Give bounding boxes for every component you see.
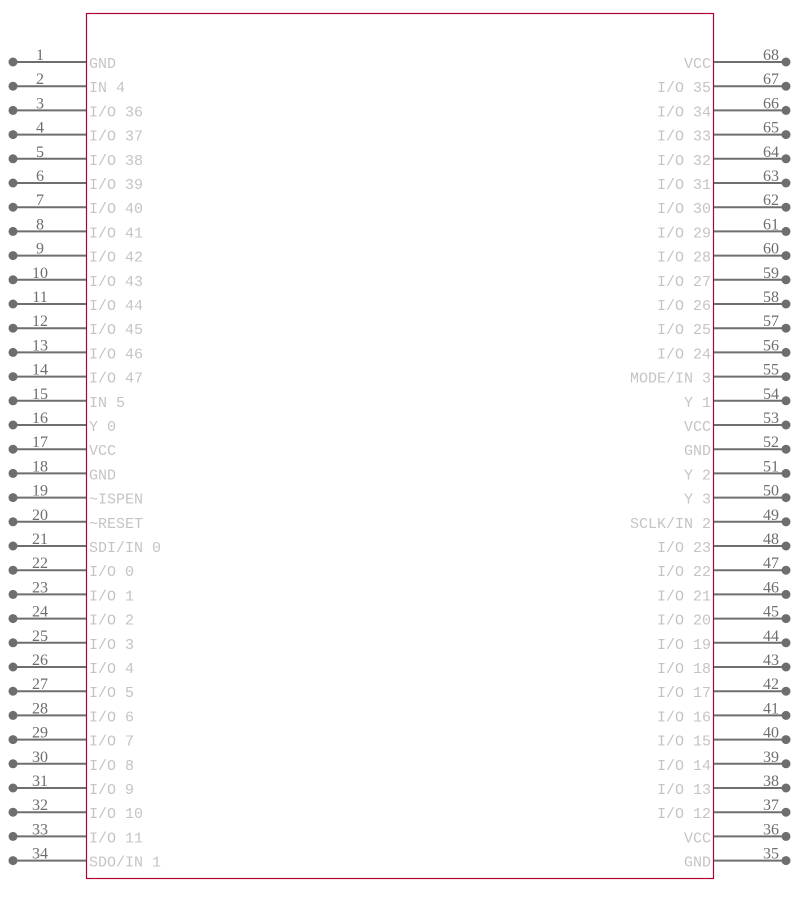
pin-name-label: I/O 39: [89, 177, 144, 194]
pin-terminal-dot: [9, 469, 18, 478]
pin-22: [9, 555, 135, 581]
pin-name-label: Y 2: [683, 467, 711, 485]
pin-terminal-dot: [9, 759, 18, 768]
pin-terminal-dot: [9, 784, 18, 793]
pin-terminal-dot: [782, 445, 791, 454]
pin-name-label: GND: [683, 443, 711, 461]
pin-terminal-dot: [9, 372, 18, 381]
pin-39: [657, 749, 791, 775]
pin-number: 3: [36, 95, 44, 113]
pin-name-label: I/O 38: [89, 152, 144, 170]
pin-18: [9, 458, 117, 484]
pin-49: [630, 507, 791, 533]
pin-60: [657, 241, 791, 267]
pin-number: 65: [763, 119, 779, 137]
pin-terminal-dot: [9, 445, 18, 454]
pin-name-label: I/O 11: [89, 830, 144, 848]
pin-number: 61: [763, 216, 779, 234]
pin-number: 23: [32, 579, 48, 597]
pin-name-label: I/O 34: [656, 104, 711, 122]
pin-name-label: SDO/IN 1: [89, 854, 162, 872]
pin-terminal-dot: [782, 275, 791, 284]
pin-terminal-dot: [782, 300, 791, 309]
pin-name-label: I/O 3: [89, 636, 135, 654]
pin-name-label: VCC: [683, 419, 711, 436]
pin-number: 4: [36, 119, 44, 137]
pin-number: 58: [763, 289, 779, 306]
pin-name-label: I/O 41: [89, 225, 144, 243]
pin-name-label: I/O 46: [89, 346, 144, 364]
pin-25: [9, 628, 135, 654]
pin-24: [9, 604, 135, 630]
pin-name-label: I/O 26: [656, 298, 711, 315]
pin-terminal-dot: [782, 566, 791, 575]
pin-32: [9, 797, 144, 823]
pin-terminal-dot: [782, 82, 791, 91]
pin-number: 62: [763, 192, 779, 210]
pin-name-label: I/O 17: [656, 685, 711, 703]
pin-number: 53: [763, 410, 779, 427]
pin-65: [657, 120, 791, 146]
pin-number: 9: [36, 240, 44, 258]
pin-number: 14: [32, 361, 48, 379]
pin-29: [9, 725, 135, 751]
pin-68: [684, 47, 791, 73]
pin-terminal-dot: [782, 179, 791, 188]
pin-number: 25: [32, 627, 48, 645]
pin-66: [657, 95, 791, 121]
pin-name-label: ~ISPEN: [89, 491, 144, 509]
pin-terminal-dot: [782, 324, 791, 333]
pin-5: [9, 144, 144, 170]
pin-number: 1: [36, 47, 44, 64]
pin-62: [657, 192, 791, 218]
pin-number: 17: [32, 434, 48, 452]
pin-name-label: I/O 42: [89, 249, 144, 267]
pin-name-label: I/O 37: [89, 128, 144, 146]
pin-name-label: IN 5: [89, 394, 126, 412]
pin-name-label: I/O 30: [656, 201, 711, 219]
pin-terminal-dot: [782, 154, 791, 163]
pin-terminal-dot: [9, 735, 18, 744]
pin-54: [684, 386, 791, 412]
pin-terminal-dot: [782, 517, 791, 526]
pin-terminal-dot: [782, 711, 791, 720]
pin-name-label: GND: [89, 467, 117, 485]
pin-name-label: Y 0: [89, 419, 117, 436]
pin-name-label: GND: [89, 56, 117, 73]
pin-67: [657, 71, 791, 97]
pin-name-label: ~RESET: [89, 515, 144, 533]
pin-number: 56: [763, 337, 779, 355]
pin-number: 43: [763, 652, 779, 669]
pin-number: 59: [763, 264, 779, 282]
pin-27: [9, 676, 135, 702]
pin-58: [657, 289, 791, 315]
pin-terminal-dot: [782, 348, 791, 357]
pin-number: 66: [763, 95, 779, 113]
pin-number: 60: [763, 240, 779, 258]
pin-terminal-dot: [782, 759, 791, 768]
pin-name-label: I/O 6: [89, 709, 135, 727]
pin-number: 34: [32, 845, 48, 863]
pin-35: [684, 846, 791, 872]
pin-64: [657, 144, 791, 170]
pin-number: 42: [763, 676, 779, 694]
right-pin-group: [630, 47, 791, 872]
pin-name-label: I/O 27: [656, 273, 711, 291]
pin-name-label: I/O 28: [656, 249, 711, 267]
pin-terminal-dot: [782, 372, 791, 381]
pin-terminal-dot: [9, 566, 18, 575]
pin-terminal-dot: [9, 82, 18, 91]
pin-name-label: I/O 7: [89, 733, 135, 751]
pin-number: 50: [763, 482, 779, 500]
pin-1: [9, 47, 117, 73]
pin-name-label: I/O 25: [656, 322, 711, 340]
pin-terminal-dot: [9, 154, 18, 163]
pin-name-label: I/O 45: [89, 322, 144, 340]
pin-number: 51: [763, 458, 779, 476]
pin-number: 19: [32, 482, 48, 500]
pin-terminal-dot: [9, 517, 18, 526]
pin-number: 36: [763, 821, 779, 839]
pin-number: 15: [32, 385, 48, 403]
pin-name-label: GND: [683, 854, 711, 872]
pin-terminal-dot: [9, 832, 18, 841]
pin-number: 37: [763, 797, 779, 815]
pin-number: 52: [763, 434, 779, 452]
pin-37: [657, 797, 791, 823]
pin-number: 33: [32, 821, 48, 839]
pin-number: 63: [763, 168, 779, 185]
pin-38: [657, 773, 791, 799]
pin-terminal-dot: [782, 58, 791, 67]
pin-terminal-dot: [9, 687, 18, 696]
pin-name-label: I/O 32: [656, 152, 711, 170]
pin-number: 2: [36, 71, 44, 89]
pin-61: [657, 216, 791, 242]
pin-number: 45: [763, 603, 779, 621]
pin-number: 28: [32, 700, 48, 718]
pin-7: [9, 192, 144, 218]
pin-43: [657, 652, 791, 678]
pin-terminal-dot: [782, 735, 791, 744]
pin-21: [9, 531, 162, 557]
pin-44: [657, 628, 791, 654]
pin-terminal-dot: [9, 251, 18, 260]
pin-41: [657, 700, 791, 726]
pin-name-label: I/O 22: [656, 564, 711, 582]
pin-terminal-dot: [782, 590, 791, 599]
pin-terminal-dot: [782, 130, 791, 139]
pin-28: [9, 700, 135, 726]
pin-number: 24: [32, 603, 48, 621]
pin-number: 46: [763, 579, 779, 597]
left-pin-group: [9, 47, 162, 872]
pin-terminal-dot: [782, 663, 791, 672]
pin-12: [9, 313, 144, 339]
pin-63: [657, 168, 791, 194]
pin-number: 41: [763, 700, 779, 718]
pin-number: 21: [32, 531, 48, 548]
pin-48: [657, 531, 791, 557]
pin-17: [9, 434, 117, 460]
pin-number: 54: [763, 385, 779, 403]
pin-terminal-dot: [782, 227, 791, 236]
pin-name-label: I/O 40: [89, 201, 144, 219]
pin-name-label: I/O 36: [89, 104, 144, 122]
pin-9: [9, 241, 144, 267]
pin-number: 31: [32, 773, 48, 790]
pin-number: 10: [32, 264, 48, 282]
pin-name-label: I/O 44: [89, 298, 144, 315]
pin-16: [9, 410, 117, 436]
pin-name-label: SCLK/IN 2: [629, 515, 711, 533]
pin-number: 35: [763, 845, 779, 863]
pin-terminal-dot: [9, 348, 18, 357]
pin-number: 48: [763, 531, 779, 548]
pin-terminal-dot: [782, 638, 791, 647]
pin-terminal-dot: [9, 130, 18, 139]
pin-name-label: I/O 5: [89, 685, 135, 703]
pin-name-label: I/O 12: [656, 806, 711, 824]
pin-terminal-dot: [9, 203, 18, 212]
pin-terminal-dot: [9, 711, 18, 720]
pin-terminal-dot: [782, 251, 791, 260]
pin-number: 12: [32, 313, 48, 331]
pin-20: [9, 507, 144, 533]
pin-name-label: VCC: [683, 830, 711, 848]
pin-52: [684, 434, 791, 460]
pin-name-label: I/O 4: [89, 661, 135, 678]
pin-19: [9, 483, 144, 509]
ic-body-outline: [87, 14, 714, 879]
pin-terminal-dot: [782, 203, 791, 212]
pin-number: 16: [32, 410, 48, 427]
pin-30: [9, 749, 135, 775]
pin-23: [9, 579, 135, 605]
pin-name-label: Y 3: [683, 491, 711, 509]
pin-number: 47: [763, 555, 779, 573]
pin-number: 38: [763, 773, 779, 790]
pin-terminal-dot: [9, 808, 18, 817]
pin-terminal-dot: [9, 638, 18, 647]
pin-number: 8: [36, 216, 44, 234]
pin-name-label: I/O 9: [89, 782, 135, 799]
pin-number: 20: [32, 506, 48, 524]
pin-53: [684, 410, 791, 436]
pin-59: [657, 265, 791, 291]
pin-terminal-dot: [9, 614, 18, 623]
pin-terminal-dot: [9, 856, 18, 865]
pin-number: 67: [763, 71, 779, 89]
pin-name-label: I/O 1: [89, 588, 135, 606]
pin-terminal-dot: [9, 324, 18, 333]
pin-number: 49: [763, 506, 779, 524]
pin-terminal-dot: [9, 227, 18, 236]
pin-name-label: I/O 35: [656, 80, 711, 98]
pin-33: [9, 821, 144, 847]
pin-number: 22: [32, 555, 48, 573]
pin-name-label: I/O 8: [89, 757, 135, 775]
pin-terminal-dot: [782, 687, 791, 696]
pin-terminal-dot: [782, 832, 791, 841]
pin-terminal-dot: [782, 856, 791, 865]
pin-name-label: I/O 31: [656, 177, 711, 194]
pin-31: [9, 773, 135, 799]
pin-terminal-dot: [9, 58, 18, 67]
pin-number: 32: [32, 797, 48, 815]
pin-55: [630, 362, 791, 388]
pin-name-label: MODE/IN 3: [629, 370, 711, 388]
pin-terminal-dot: [9, 663, 18, 672]
pin-name-label: I/O 14: [656, 757, 711, 775]
pin-45: [657, 604, 791, 630]
pin-50: [684, 483, 791, 509]
pin-terminal-dot: [782, 808, 791, 817]
pin-40: [657, 725, 791, 751]
pin-name-label: I/O 16: [656, 709, 711, 727]
pin-number: 64: [763, 143, 779, 161]
pin-number: 7: [36, 192, 44, 210]
pin-terminal-dot: [9, 421, 18, 430]
pin-number: 26: [32, 652, 48, 669]
pin-terminal-dot: [9, 542, 18, 551]
pin-number: 39: [763, 748, 779, 766]
pin-terminal-dot: [9, 106, 18, 115]
pin-number: 30: [32, 748, 48, 766]
pin-terminal-dot: [9, 396, 18, 405]
pin-name-label: IN 4: [89, 80, 126, 98]
pin-terminal-dot: [782, 106, 791, 115]
pin-name-label: I/O 13: [656, 782, 711, 799]
pin-8: [9, 216, 144, 242]
pin-2: [9, 71, 126, 97]
pin-number: 27: [32, 676, 48, 694]
pin-name-label: I/O 29: [656, 225, 711, 243]
pin-36: [684, 821, 791, 847]
pin-56: [657, 337, 791, 363]
pin-11: [9, 289, 144, 315]
pin-name-label: Y 1: [683, 394, 711, 412]
pin-terminal-dot: [9, 275, 18, 284]
pin-name-label: I/O 43: [89, 273, 144, 291]
pin-terminal-dot: [782, 469, 791, 478]
pin-terminal-dot: [782, 396, 791, 405]
pin-name-label: I/O 19: [656, 636, 711, 654]
pin-terminal-dot: [782, 784, 791, 793]
pin-name-label: I/O 18: [656, 661, 711, 678]
pin-number: 57: [763, 313, 779, 331]
pin-terminal-dot: [9, 179, 18, 188]
pin-34: [9, 846, 162, 872]
pin-name-label: I/O 15: [656, 733, 711, 751]
pin-46: [657, 579, 791, 605]
pin-name-label: I/O 10: [89, 806, 144, 824]
pin-number: 5: [36, 143, 44, 161]
pin-terminal-dot: [782, 493, 791, 502]
pin-number: 55: [763, 361, 779, 379]
pin-57: [657, 313, 791, 339]
pin-name-label: VCC: [89, 443, 117, 461]
pin-terminal-dot: [782, 421, 791, 430]
pin-name-label: VCC: [683, 56, 711, 73]
pin-number: 13: [32, 337, 48, 355]
pin-terminal-dot: [9, 590, 18, 599]
pin-4: [9, 120, 144, 146]
pin-name-label: I/O 20: [656, 612, 711, 630]
pin-number: 11: [32, 289, 48, 306]
pin-name-label: SDI/IN 0: [89, 540, 162, 557]
pin-10: [9, 265, 144, 291]
pin-3: [9, 95, 144, 121]
pin-14: [9, 362, 144, 388]
pin-13: [9, 337, 144, 363]
pin-number: 68: [763, 47, 779, 64]
pin-name-label: I/O 47: [89, 370, 144, 388]
pin-terminal-dot: [782, 542, 791, 551]
pin-number: 6: [36, 168, 44, 185]
pin-15: [9, 386, 126, 412]
pin-terminal-dot: [9, 300, 18, 309]
pin-number: 40: [763, 724, 779, 742]
pin-terminal-dot: [782, 614, 791, 623]
pin-name-label: I/O 2: [89, 612, 135, 630]
pin-name-label: I/O 0: [89, 564, 135, 582]
pin-26: [9, 652, 135, 678]
pin-terminal-dot: [9, 493, 18, 502]
pin-name-label: I/O 23: [656, 540, 711, 557]
pin-6: [9, 168, 144, 194]
pin-name-label: I/O 24: [656, 346, 711, 364]
pin-number: 29: [32, 724, 48, 742]
pin-51: [684, 458, 791, 484]
pin-number: 44: [763, 627, 779, 645]
pin-42: [657, 676, 791, 702]
pin-number: 18: [32, 458, 48, 476]
pin-name-label: I/O 21: [656, 588, 711, 606]
pin-47: [657, 555, 791, 581]
pin-name-label: I/O 33: [656, 128, 711, 146]
